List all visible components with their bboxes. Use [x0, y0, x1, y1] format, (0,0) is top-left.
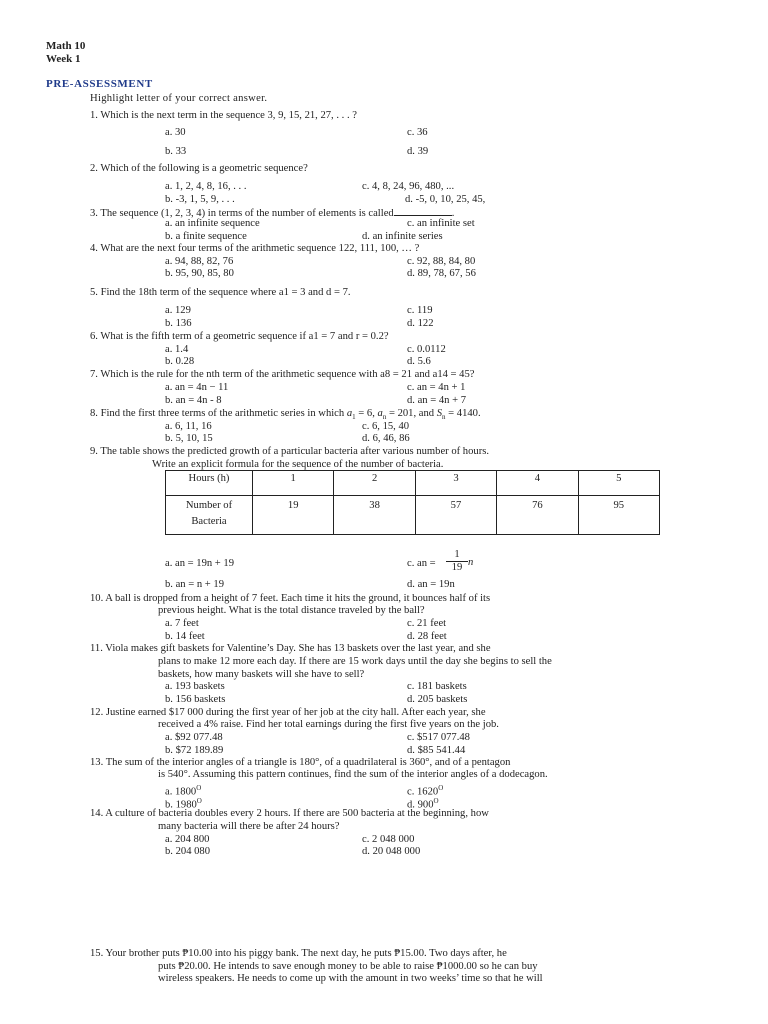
- q4-option-d[interactable]: d. 89, 78, 67, 56: [407, 268, 476, 279]
- table-header-bacteria: Number of Bacteria: [166, 496, 253, 535]
- q8-option-c[interactable]: c. 6, 15, 40: [362, 421, 410, 432]
- q15-stem-line3: wireless speakers. He needs to come up with the amount in two weeks’ time so that he will: [158, 973, 543, 984]
- q3-option-a[interactable]: a. an infinite sequence: [165, 218, 260, 229]
- table-cell: 38: [334, 496, 415, 535]
- table-cell: 3: [415, 471, 496, 496]
- q9-option-d[interactable]: d. an = 19n: [407, 579, 455, 590]
- q13-option-d[interactable]: d. $900^O$: [407, 797, 439, 811]
- q8-stem: 8. Find the first three terms of the arithmetic series in which $a_1 = 6$, $a_n = 201$, and $S_n = 4140$.: [90, 408, 481, 422]
- table-cell: 76: [497, 496, 578, 535]
- q9-option-c[interactable]: c. an =: [407, 558, 436, 569]
- q9-option-c-variable: n: [468, 557, 474, 568]
- subject-label: Math 10: [46, 40, 86, 52]
- bacteria-table: [165, 470, 660, 535]
- q11-option-c[interactable]: c. 181 baskets: [407, 681, 467, 692]
- q6-option-b[interactable]: b. 0.28: [165, 356, 195, 367]
- q10-option-a[interactable]: a. 7 feet: [165, 618, 199, 629]
- q4-option-a[interactable]: a. 94, 88, 82, 76: [165, 256, 234, 267]
- q12-option-b[interactable]: b. $72 189.89: [165, 745, 224, 756]
- q11-option-a[interactable]: a. 193 baskets: [165, 681, 225, 692]
- q9-option-b[interactable]: b. an = n + 19: [165, 579, 225, 590]
- q8-option-d[interactable]: d. 6, 46, 86: [362, 433, 410, 444]
- q14-option-a[interactable]: a. 204 800: [165, 834, 210, 845]
- q10-stem: 10. A ball is dropped from a height of 7 feet. Each time it hits the ground, it bounces half of its: [90, 593, 491, 604]
- q5-stem: 5. Find the 18th term of the sequence where a1 = 3 and d = 7.: [90, 287, 351, 298]
- table-header-hours: Hours (h): [166, 471, 253, 496]
- q1-option-b[interactable]: b. 33: [165, 146, 187, 157]
- q2-option-d[interactable]: d. -5, 0, 10, 25, 45,: [405, 194, 486, 205]
- q11-option-b[interactable]: b. 156 baskets: [165, 694, 226, 705]
- table-row-bacteria: [166, 496, 660, 535]
- q14-option-c[interactable]: c. 2 048 000: [362, 834, 415, 845]
- q9-option-c-fraction: $\frac{1}{19}$: [446, 549, 468, 574]
- q1-option-c[interactable]: c. 36: [407, 127, 428, 138]
- table-cell: 5: [578, 471, 659, 496]
- q15-stem-line2: puts ₱20.00. He intends to save enough money to be able to raise ₱1000.00 so he can buy: [158, 961, 538, 972]
- q1-option-d[interactable]: d. 39: [407, 146, 429, 157]
- table-cell: 4: [497, 471, 578, 496]
- q9-option-a[interactable]: a. an = 19n + 19: [165, 558, 235, 569]
- q12-option-c[interactable]: c. $517 077.48: [407, 732, 470, 743]
- table-cell: 1: [253, 471, 334, 496]
- q13-stem-line2: is 540°. Assuming this pattern continues, find the sum of the interior angles of a dodecagon.: [158, 769, 548, 780]
- q7-option-c[interactable]: c. an = 4n + 1: [407, 382, 466, 393]
- q2-stem: 2. Which of the following is a geometric sequence?: [90, 163, 308, 174]
- q3-answer-blank: [394, 206, 452, 216]
- q5-option-c[interactable]: c. 119: [407, 305, 433, 316]
- q7-option-a[interactable]: a. an = 4n − 11: [165, 382, 229, 393]
- table-cell: 57: [415, 496, 496, 535]
- q12-option-d[interactable]: d. $85 541.44: [407, 745, 466, 756]
- q10-stem-line2: previous height. What is the total distance traveled by the ball?: [158, 605, 425, 616]
- q3-stem: 3. The sequence (1, 2, 3, 4) in terms of the number of elements is called .: [90, 208, 455, 219]
- q8-option-a[interactable]: a. 6, 11, 16: [165, 421, 212, 432]
- page-title: PRE-ASSESSMENT: [46, 78, 153, 90]
- q13-stem: 13. The sum of the interior angles of a triangle is 180°, of a quadrilateral is 360°, and of a pentagon: [90, 757, 511, 768]
- q14-stem: 14. A culture of bacteria doubles every 2 hours. If there are 500 bacteria at the beginning, how: [90, 808, 489, 819]
- q12-option-a[interactable]: a. $92 077.48: [165, 732, 223, 743]
- q5-option-a[interactable]: a. 129: [165, 305, 191, 316]
- q2-option-b[interactable]: b. -3, 1, 5, 9, . . .: [165, 194, 235, 205]
- q14-option-b[interactable]: b. 204 080: [165, 846, 211, 857]
- q10-option-d[interactable]: d. 28 feet: [407, 631, 447, 642]
- q3-option-b[interactable]: b. a finite sequence: [165, 231, 247, 242]
- week-label: Week 1: [46, 53, 81, 65]
- q11-stem-line2: plans to make 12 more each day. If there are 15 work days until the day she begins to sell the: [158, 656, 552, 667]
- q2-option-c[interactable]: c. 4, 8, 24, 96, 480, ...: [362, 181, 455, 192]
- q9-stem-line2: Write an explicit formula for the sequence of the number of bacteria.: [152, 459, 444, 470]
- q14-stem-line2: many bacteria will there be after 24 hours?: [158, 821, 340, 832]
- q4-option-b[interactable]: b. 95, 90, 85, 80: [165, 268, 234, 279]
- q6-option-c[interactable]: c. 0.0112: [407, 344, 446, 355]
- table-row-hours: [166, 471, 660, 496]
- q9-stem: 9. The table shows the predicted growth of a particular bacteria after various number of hours.: [90, 446, 489, 457]
- q4-stem: 4. What are the next four terms of the arithmetic sequence 122, 111, 100, … ?: [90, 243, 420, 254]
- q13-option-c[interactable]: c. $1620^O$: [407, 784, 444, 798]
- q12-stem: 12. Justine earned $17 000 during the first year of her job at the city hall. After each year, she: [90, 707, 486, 718]
- q6-option-a[interactable]: a. 1.4: [165, 344, 189, 355]
- q14-option-d[interactable]: d. 20 048 000: [362, 846, 421, 857]
- q6-option-d[interactable]: d. 5.6: [407, 356, 431, 367]
- q10-option-c[interactable]: c. 21 feet: [407, 618, 447, 629]
- q12-stem-line2: received a 4% raise. Find her total earnings during the first five years on the job.: [158, 719, 499, 730]
- q5-option-d[interactable]: d. 122: [407, 318, 434, 329]
- q1-stem: 1. Which is the next term in the sequence 3, 9, 15, 21, 27, . . . ?: [90, 110, 357, 121]
- q10-option-b[interactable]: b. 14 feet: [165, 631, 205, 642]
- q13-option-b[interactable]: b. $1980^O$: [165, 797, 202, 811]
- q8-option-b[interactable]: b. 5, 10, 15: [165, 433, 213, 444]
- instruction-text: Highlight letter of your correct answer.: [90, 93, 268, 104]
- q7-option-b[interactable]: b. an = 4n - 8: [165, 395, 222, 406]
- q5-option-b[interactable]: b. 136: [165, 318, 192, 329]
- q7-stem: 7. Which is the rule for the nth term of the arithmetic sequence with a8 = 21 and a14 = 45?: [90, 369, 475, 380]
- q3-option-c[interactable]: c. an infinite set: [407, 218, 475, 229]
- q13-option-a[interactable]: a. $1800^O$: [165, 784, 202, 798]
- q3-option-d[interactable]: d. an infinite series: [362, 231, 443, 242]
- q15-stem: 15. Your brother puts ₱10.00 into his piggy bank. The next day, he puts ₱15.00. Two days after, he: [90, 948, 507, 959]
- q2-option-a[interactable]: a. 1, 2, 4, 8, 16, . . .: [165, 181, 247, 192]
- q4-option-c[interactable]: c. 92, 88, 84, 80: [407, 256, 476, 267]
- table-cell: 95: [578, 496, 659, 535]
- table-cell: 2: [334, 471, 415, 496]
- q6-stem: 6. What is the fifth term of a geometric sequence if a1 = 7 and r = 0.2?: [90, 331, 389, 342]
- q7-option-d[interactable]: d. an = 4n + 7: [407, 395, 467, 406]
- q11-option-d[interactable]: d. 205 baskets: [407, 694, 468, 705]
- q11-stem: 11. Viola makes gift baskets for Valentine’s Day. She has 13 baskets over the last year, and she: [90, 643, 491, 654]
- q11-stem-line3: baskets, how many baskets will she have to sell?: [158, 669, 365, 680]
- q1-option-a[interactable]: a. 30: [165, 127, 186, 138]
- table-cell: 19: [253, 496, 334, 535]
